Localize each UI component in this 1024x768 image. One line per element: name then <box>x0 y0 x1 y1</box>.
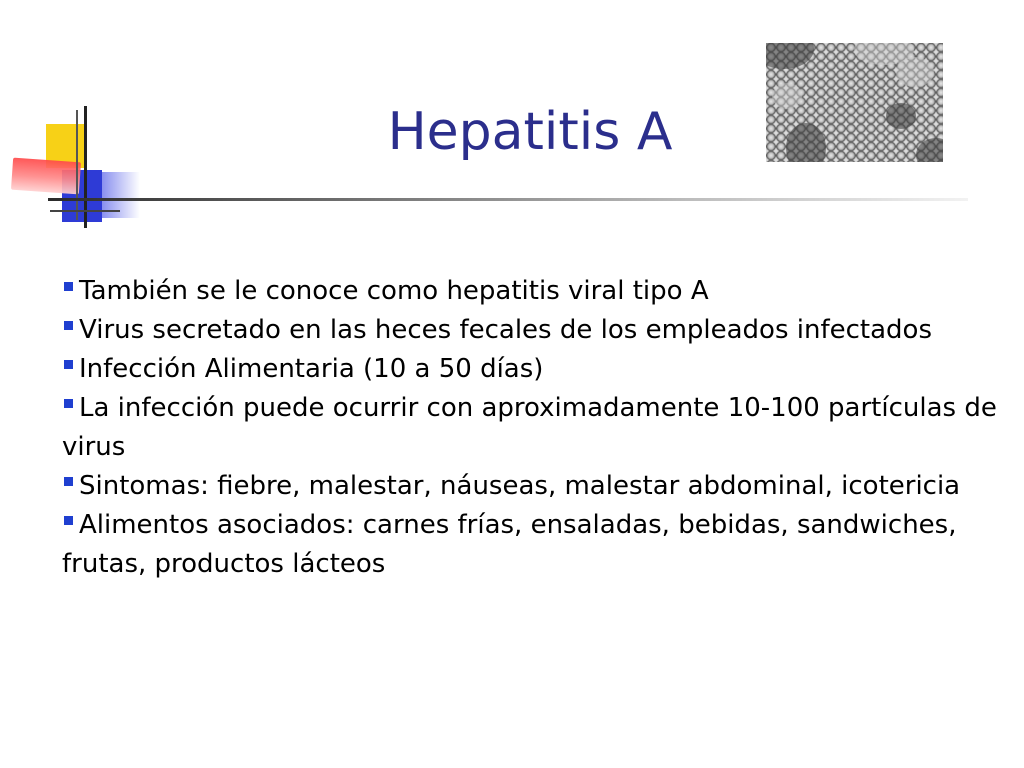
bullet-text: Virus secretado en las heces fecales de los empleados infectados <box>79 315 932 345</box>
title-divider-line <box>48 198 968 201</box>
list-item <box>62 506 1002 584</box>
bullet-list <box>62 272 1002 584</box>
bullet-text: Alimentos asociados: carnes frías, ensaladas, bebidas, sandwiches, frutas, productos lácteos <box>62 510 957 579</box>
list-item <box>62 311 1002 350</box>
bullet-text: Sintomas: fiebre, malestar, náuseas, malestar abdominal, icotericia <box>79 471 961 501</box>
logo-vertical-line-secondary <box>76 110 78 220</box>
square-bullet-icon <box>64 360 73 369</box>
list-item <box>62 350 1002 389</box>
bullet-text: Infección Alimentaria (10 a 50 días) <box>79 354 544 384</box>
square-bullet-icon <box>64 282 73 291</box>
square-bullet-icon <box>64 516 73 525</box>
slide-title: Hepatitis A <box>387 102 673 162</box>
list-item <box>62 389 1002 467</box>
square-bullet-icon <box>64 477 73 486</box>
list-item <box>62 467 1002 506</box>
square-bullet-icon <box>64 399 73 408</box>
logo-horizontal-line-secondary <box>50 210 120 212</box>
bullet-text: La infección puede ocurrir con aproximadamente 10-100 partículas de virus <box>62 393 997 462</box>
logo-red-square <box>11 158 81 195</box>
list-item <box>62 272 1002 311</box>
bullet-text: También se le conoce como hepatitis viral tipo A <box>79 276 709 306</box>
virus-micrograph-image <box>766 43 943 162</box>
square-bullet-icon <box>64 321 73 330</box>
